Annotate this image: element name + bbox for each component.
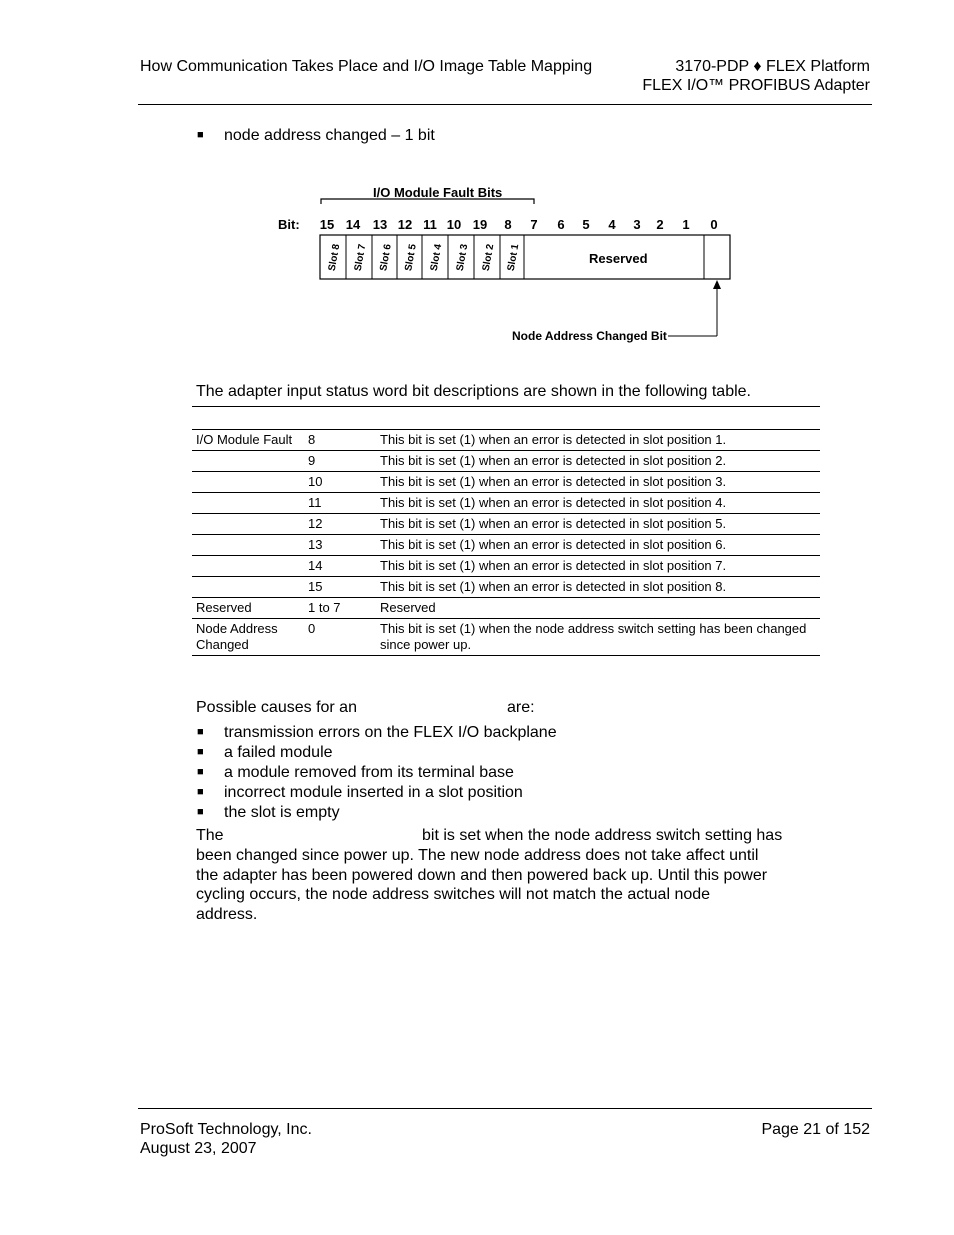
table-row	[192, 451, 820, 472]
row-name	[192, 535, 304, 556]
row-name	[192, 493, 304, 514]
arrow-head	[713, 280, 721, 289]
bit-number: 15	[319, 217, 335, 232]
node-para-lead: The	[196, 827, 224, 844]
bullet-marker: ■	[197, 129, 204, 141]
row-description: This bit is set (1) when an error is detected in slot position 3.	[376, 472, 820, 493]
bit-number: 2	[656, 217, 664, 232]
row-description: This bit is set (1) when the node address switch setting has been changed since power up.	[376, 619, 820, 656]
bit-label: Bit:	[278, 217, 300, 232]
row-bit: 1 to 7	[304, 598, 376, 619]
node-para-line5: address.	[196, 906, 258, 923]
slot-label: Slot 8	[326, 243, 343, 272]
bit-number: 14	[345, 217, 361, 232]
row-bit: 14	[304, 556, 376, 577]
header-rule	[138, 104, 872, 105]
table-row	[192, 619, 820, 656]
row-description: This bit is set (1) when an error is detected in slot position 4.	[376, 493, 820, 514]
row-name	[192, 451, 304, 472]
cause-item: transmission errors on the FLEX I/O backplane	[224, 724, 557, 741]
row-description: This bit is set (1) when an error is detected in slot position 7.	[376, 556, 820, 577]
slot-label: Slot 1	[505, 243, 522, 272]
table-row	[192, 493, 820, 514]
bit-number: 1	[682, 217, 690, 232]
bit-number: 11	[423, 217, 437, 232]
bit-number: 7	[530, 217, 538, 232]
slot-label: Slot 5	[403, 243, 419, 272]
bullet-marker: ■	[197, 766, 204, 778]
row-name	[192, 556, 304, 577]
node-changed-label: Node Address Changed Bit	[512, 329, 667, 343]
table-row	[192, 598, 820, 619]
table-row	[192, 429, 820, 451]
footer-page: Page 21 of 152	[761, 1121, 870, 1138]
intro-bullet-text: node address changed – 1 bit	[224, 127, 435, 144]
bit-number: 8	[504, 217, 512, 232]
caption-rule	[192, 406, 820, 407]
footer-rule	[138, 1108, 872, 1109]
bit-number: 13	[372, 217, 388, 232]
header-subtitle: FLEX I/O™ PROFIBUS Adapter	[642, 77, 870, 94]
header-product: 3170-PDP ♦ FLEX Platform	[675, 58, 870, 75]
bullet-marker: ■	[197, 786, 204, 798]
row-description: This bit is set (1) when an error is detected in slot position 6.	[376, 535, 820, 556]
status-word-diagram	[265, 162, 743, 357]
row-name: Node Address Changed	[192, 619, 304, 656]
reserved-label: Reserved	[589, 251, 648, 266]
cause-item: a module removed from its terminal base	[224, 764, 514, 781]
bit-number: 12	[397, 217, 413, 232]
node-para-line3: the adapter has been powered down and then powered back up. Until this power	[196, 867, 768, 884]
table-row	[192, 577, 820, 598]
status-bit-table	[192, 429, 820, 656]
row-name	[192, 577, 304, 598]
table-row	[192, 472, 820, 493]
bit-number: 6	[557, 217, 565, 232]
row-bit: 15	[304, 577, 376, 598]
row-name: I/O Module Fault	[192, 429, 304, 451]
bit-numbers	[320, 217, 718, 232]
slot-label: Slot 4	[428, 243, 445, 272]
cause-item: the slot is empty	[224, 804, 340, 821]
row-description: Reserved	[376, 598, 820, 619]
bit-number: 10	[446, 217, 462, 232]
slot-label: Slot 3	[454, 243, 471, 272]
header-chapter: How Communication Takes Place and I/O Image Table Mapping	[140, 58, 593, 75]
cause-item: a failed module	[224, 744, 333, 761]
bit-number: 5	[582, 217, 590, 232]
row-name	[192, 472, 304, 493]
bit-number: 19	[472, 217, 488, 232]
bullet-marker: ■	[197, 726, 204, 738]
fault-bits-label: I/O Module Fault Bits	[373, 185, 503, 200]
bit-number: 4	[608, 217, 616, 232]
row-description: This bit is set (1) when an error is detected in slot position 2.	[376, 451, 820, 472]
row-description: This bit is set (1) when an error is detected in slot position 5.	[376, 514, 820, 535]
table-row	[192, 556, 820, 577]
row-bit: 11	[304, 493, 376, 514]
row-bit: 12	[304, 514, 376, 535]
slot-label: Slot 6	[378, 243, 394, 272]
bit-number: 0	[710, 217, 718, 232]
row-bit: 13	[304, 535, 376, 556]
bit-number: 3	[633, 217, 641, 232]
row-name: Reserved	[192, 598, 304, 619]
cause-item: incorrect module inserted in a slot position	[224, 784, 523, 801]
node-para-line4: cycling occurs, the node address switches will not match the actual node	[196, 886, 711, 903]
node-para-line2: been changed since power up. The new node address does not take affect until	[196, 847, 759, 864]
row-description: This bit is set (1) when an error is detected in slot position 1.	[376, 429, 820, 451]
footer-date: August 23, 2007	[140, 1140, 257, 1157]
footer-company: ProSoft Technology, Inc.	[140, 1121, 312, 1138]
slot-label: Slot 2	[480, 243, 497, 272]
row-bit: 9	[304, 451, 376, 472]
node-para-line1: bit is set when the node address switch setting has	[422, 827, 783, 844]
table-row	[192, 514, 820, 535]
table-row	[192, 535, 820, 556]
table-caption: The adapter input status word bit descriptions are shown in the following table.	[196, 383, 751, 400]
row-description: This bit is set (1) when an error is detected in slot position 8.	[376, 577, 820, 598]
bullet-marker: ■	[197, 746, 204, 758]
row-bit: 8	[304, 429, 376, 451]
slot-label: Slot 7	[352, 243, 369, 272]
slot-cells	[327, 235, 524, 279]
causes-tail: are:	[507, 699, 535, 716]
row-bit: 10	[304, 472, 376, 493]
bullet-marker: ■	[197, 806, 204, 818]
row-name	[192, 514, 304, 535]
causes-lead: Possible causes for an	[196, 699, 357, 716]
row-bit: 0	[304, 619, 376, 656]
